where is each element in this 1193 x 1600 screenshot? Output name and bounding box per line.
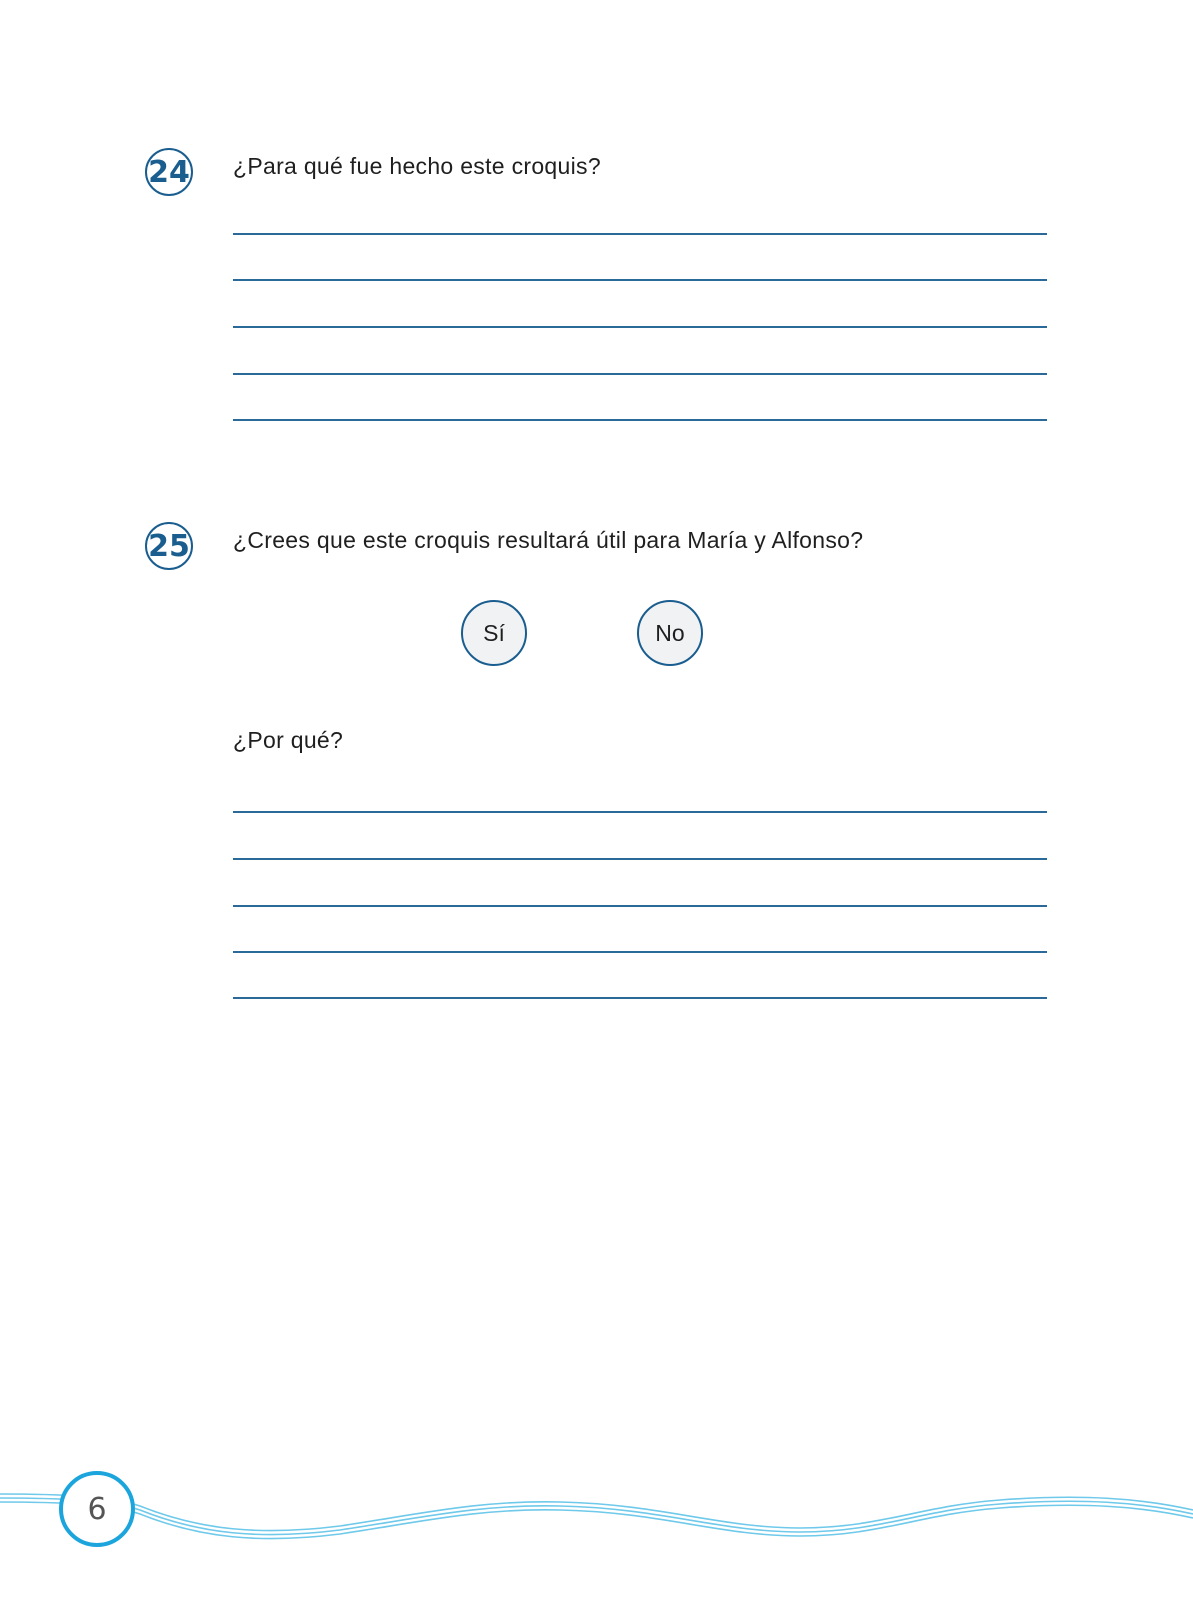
followup-question: ¿Por qué? [233,727,344,753]
footer-wave-decoration [0,1480,1193,1560]
question-24-number: 24 [145,148,193,196]
option-si-button[interactable]: Sí [461,600,527,666]
question-24-text: ¿Para qué fue hecho este croquis? [233,153,601,179]
answer-line-24-1[interactable] [233,233,1047,235]
answer-line-25-3[interactable] [233,905,1047,907]
answer-line-24-2[interactable] [233,279,1047,281]
question-25-text: ¿Crees que este croquis resultará útil para María y Alfonso? [233,527,864,553]
answer-line-25-4[interactable] [233,951,1047,953]
page-number: 6 [59,1471,135,1547]
answer-line-25-2[interactable] [233,858,1047,860]
answer-line-24-5[interactable] [233,419,1047,421]
answer-line-24-4[interactable] [233,373,1047,375]
answer-line-25-5[interactable] [233,997,1047,999]
question-25-number: 25 [145,522,193,570]
answer-line-24-3[interactable] [233,326,1047,328]
answer-line-25-1[interactable] [233,811,1047,813]
option-no-button[interactable]: No [637,600,703,666]
